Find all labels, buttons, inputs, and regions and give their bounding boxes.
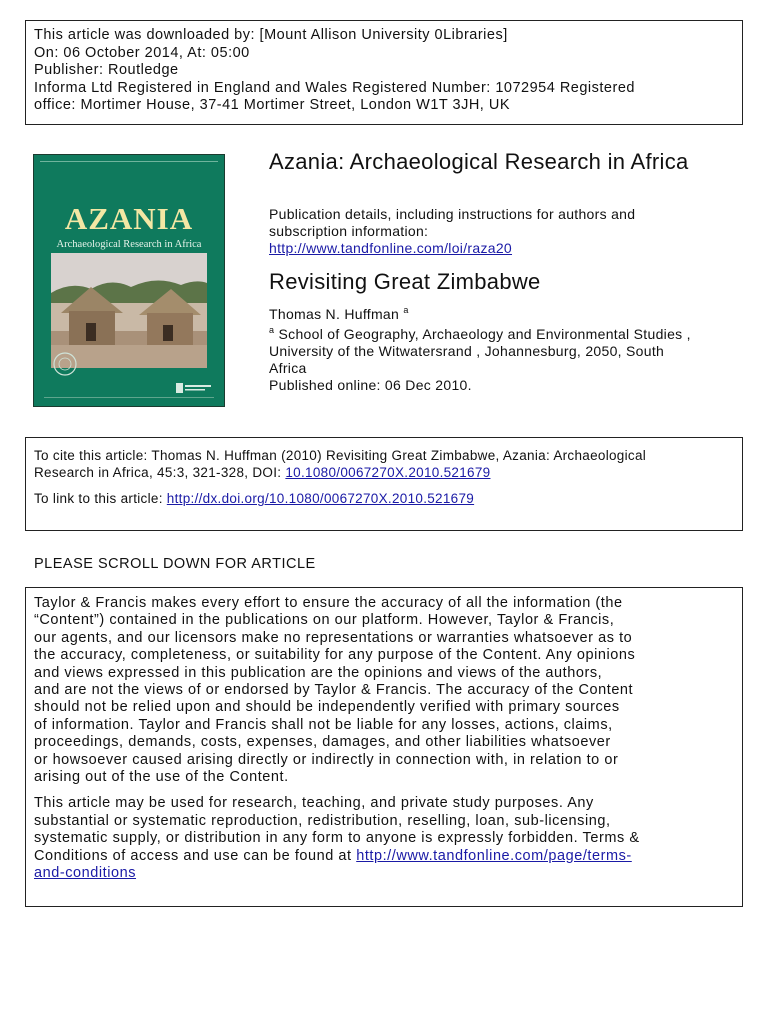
details-text: subscription information: bbox=[269, 223, 429, 239]
terms-link[interactable]: and-conditions bbox=[34, 865, 137, 882]
terms-link[interactable]: http://www.tandfonline.com/page/terms- bbox=[356, 847, 632, 864]
disclaimer-line: or howsoever caused arising directly or indirectly in connection with, in relation to or bbox=[34, 751, 619, 768]
author-name: Thomas N. Huffman bbox=[269, 306, 400, 322]
disclaimer-paragraph-2 bbox=[34, 795, 734, 882]
article-title: Revisiting Great Zimbabwe bbox=[269, 269, 541, 294]
disclaimer-line: “Content”) contained in the publications on our platform. However, Taylor & Francis, bbox=[34, 612, 615, 629]
disclaimer-line: systematic supply, or distribution in any form to anyone is expressly forbidden. Terms & bbox=[34, 830, 640, 847]
disclaimer-line: should not be relied upon and should be independently verified with primary sources bbox=[34, 699, 620, 716]
details-text: Publication details, including instructions for authors and bbox=[269, 206, 636, 222]
download-line: This article was downloaded by: [Mount Allison University 0Libraries] bbox=[34, 27, 508, 43]
journal-url-link[interactable]: http://www.tandfonline.com/loi/raza20 bbox=[269, 240, 513, 256]
cover-subtitle: Archaeological Research in Africa bbox=[56, 239, 202, 250]
disclaimer-line: proceedings, demands, costs, expenses, damages, and other liabilities whatsoever bbox=[34, 734, 611, 751]
cover-footer-rule bbox=[44, 397, 214, 400]
society-seal-icon bbox=[52, 351, 78, 377]
disclaimer-line: Taylor & Francis makes every effort to ensure the accuracy of all the information (the bbox=[34, 595, 623, 611]
affil-text: University of the Witwatersrand , Johannesburg, 2050, South bbox=[269, 343, 665, 359]
disclaimer-line: and are not the views of or endorsed by Taylor & Francis. The accuracy of the Content bbox=[34, 682, 634, 699]
journal-title: Azania: Archaeological Research in Africa bbox=[269, 149, 689, 174]
journal-cover bbox=[33, 154, 225, 407]
disclaimer-line: our agents, and our licensors make no representations or warranties whatsoever as to bbox=[34, 629, 633, 646]
author-affil-mark: a bbox=[403, 305, 409, 315]
affil-mark: a bbox=[269, 325, 275, 335]
registration-line: Informa Ltd Registered in England and Wales Registered Number: 1072954 Registered bbox=[34, 79, 635, 96]
disclaimer-line: of information. Taylor and Francis shall not be liable for any losses, actions, claims, bbox=[34, 716, 613, 733]
article-url-link[interactable]: http://dx.doi.org/10.1080/0067270X.2010.521679 bbox=[166, 491, 475, 506]
disclaimer-line: and views expressed in this publication are the opinions and views of the authors, bbox=[34, 664, 603, 681]
publication-details bbox=[269, 206, 739, 257]
citation-line: To cite this article: Thomas N. Huffman (2010) Revisiting Great Zimbabwe, Azania: Archaeological bbox=[34, 448, 647, 463]
affil-text: School of Geography, Archaeology and Environmental Studies , bbox=[278, 326, 691, 342]
disclaimer-line: the accuracy, completeness, or suitability for any purpose of the Content. Any opinions bbox=[34, 647, 636, 664]
disclaimer-box bbox=[25, 587, 743, 907]
disclaimer-line: Conditions of access and use can be found at bbox=[34, 847, 357, 864]
publisher-line: Publisher: Routledge bbox=[34, 62, 179, 78]
cover-top-rule bbox=[40, 161, 218, 167]
affil-text: Africa bbox=[269, 360, 307, 376]
citation-box bbox=[25, 437, 743, 531]
disclaimer-line: arising out of the use of the Content. bbox=[34, 769, 289, 786]
disclaimer-line: This article may be used for research, teaching, and private study purposes. Any bbox=[34, 795, 594, 812]
disclaimer-paragraph-1 bbox=[34, 595, 734, 786]
scroll-notice: PLEASE SCROLL DOWN FOR ARTICLE bbox=[34, 556, 316, 572]
author-line bbox=[269, 302, 409, 323]
disclaimer-line: substantial or systematic reproduction, redistribution, reselling, loan, sub-licensing, bbox=[34, 812, 611, 829]
publisher-logo-icon bbox=[176, 383, 212, 393]
download-date: On: 06 October 2014, At: 05:00 bbox=[34, 44, 250, 61]
cover-title: AZANIA bbox=[64, 201, 194, 236]
citation-line: Research in Africa, 45:3, 321-328, DOI: bbox=[34, 465, 286, 480]
download-notice-box bbox=[25, 20, 743, 125]
affiliation bbox=[269, 322, 739, 394]
office-line: office: Mortimer House, 37-41 Mortimer Street, London W1T 3JH, UK bbox=[34, 97, 510, 113]
link-label: To link to this article: bbox=[34, 491, 167, 506]
doi-link[interactable]: 10.1080/0067270X.2010.521679 bbox=[285, 465, 491, 480]
published-date: Published online: 06 Dec 2010. bbox=[269, 377, 472, 393]
